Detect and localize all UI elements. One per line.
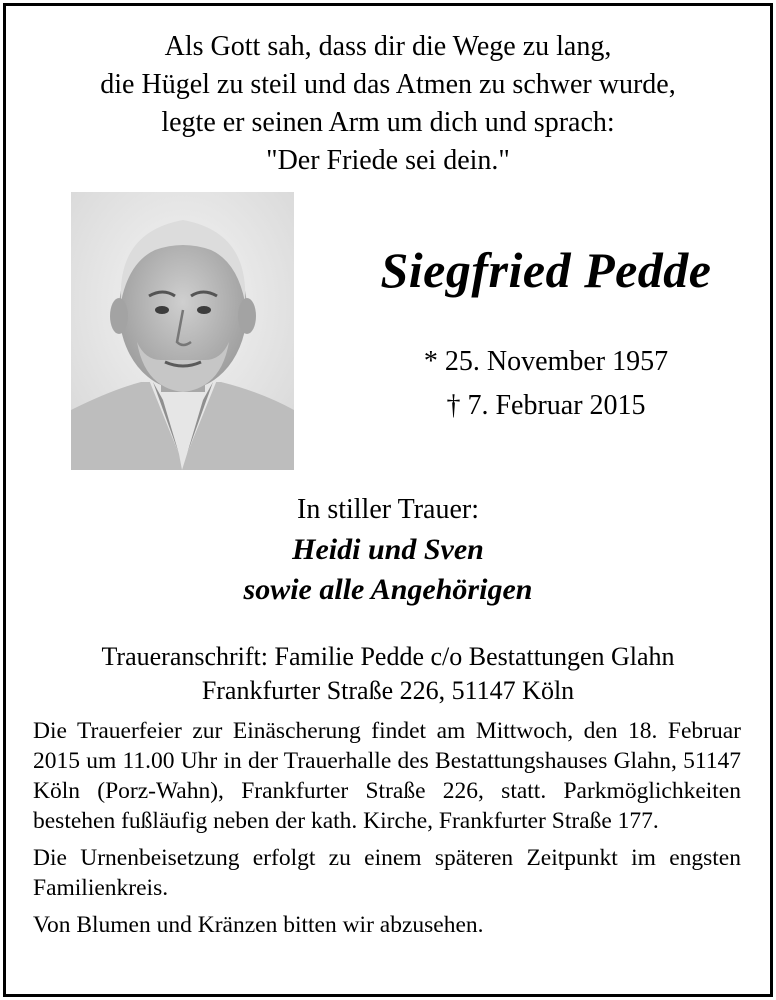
death-date: † 7. Februar 2015 — [446, 390, 646, 421]
life-dates — [336, 340, 756, 428]
portrait-photo — [71, 192, 294, 470]
poem-line: "Der Friede sei dein." — [266, 145, 510, 176]
mourner-names: Heidi und Sven — [292, 533, 484, 566]
portrait-illustration — [71, 192, 294, 470]
poem-line: legte er seinen Arm um dich und sprach: — [161, 107, 615, 138]
flowers-paragraph: Von Blumen und Kränzen bitten wir abzusehen. — [33, 912, 484, 938]
obituary-notice — [3, 3, 773, 997]
address-line: Traueranschrift: Familie Pedde c/o Bestattungen Glahn — [101, 642, 675, 671]
ceremony-paragraph: Die Trauerfeier zur Einäscherung findet am Mittwoch, den 18. Februar 2015 um 11.00 Uhr in der Trauerhalle des Bestattungshauses Glahn, 51147 Köln (Porz-Wahn), Frankfurter Straße 226, statt. Parkmöglichkeiten bestehen fußläufig neben der kath. Kirche, Frankfurter Straße 177. — [33, 718, 741, 834]
mourning-intro: In stiller Trauer: — [297, 494, 479, 525]
burial-paragraph: Die Urnenbeisetzung erfolgt zu einem späteren Zeitpunkt im engsten Familienkreis. — [33, 845, 741, 901]
other-relatives: sowie alle Angehörigen — [243, 573, 533, 606]
mourners-block — [6, 490, 770, 610]
funeral-information — [33, 716, 741, 947]
deceased-name: Siegfried Pedde — [380, 242, 712, 298]
mourning-address — [6, 640, 770, 708]
memorial-poem — [6, 28, 770, 180]
birth-date: * 25. November 1957 — [423, 346, 669, 377]
address-line: Frankfurter Straße 226, 51147 Köln — [201, 676, 575, 705]
poem-line: die Hügel zu steil und das Atmen zu schwer wurde, — [100, 69, 676, 100]
poem-line: Als Gott sah, dass dir die Wege zu lang, — [164, 31, 612, 62]
